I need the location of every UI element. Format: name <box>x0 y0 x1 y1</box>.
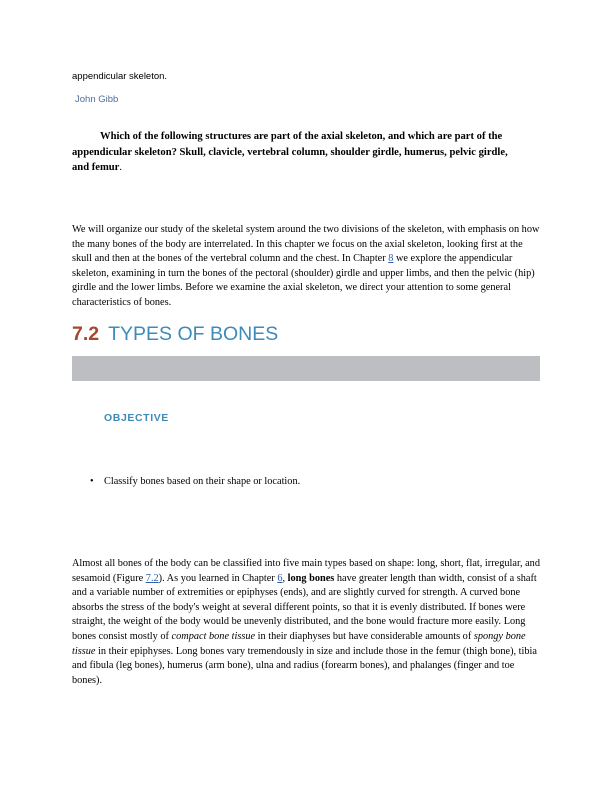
objective-item-text: Classify bones based on their shape or location. <box>104 476 301 487</box>
term-compact-bone-tissue: compact bone tissue <box>171 630 256 642</box>
figure-7-2-link[interactable]: 7.2 <box>145 572 159 584</box>
section-title: TYPES OF BONES <box>108 323 279 345</box>
body-text-6: in their epiphyses. Long bones vary tremendously in size and include those in the femur (thigh bone), tibia and fibula (leg bones), humerus (arm bone), ulna and radius (forearm bones), and phalanges (finger and toe bones). <box>72 645 537 686</box>
section-heading <box>72 322 278 346</box>
intro-paragraph <box>72 223 540 311</box>
objective-list <box>90 476 300 487</box>
intro-text-1: We will organize our study of the skeletal system around the two divisions of the skeleton, with emphasis on how the many bones of the body are interrelated. In this chapter we focus on the axial skeleton, looking first at the skull and then at the bones of the vertebral column and the chest. In Chapter <box>72 224 540 265</box>
term-long-bones: long bones <box>287 572 335 584</box>
body-text-5: in their diaphyses but have considerable amounts of <box>255 630 474 642</box>
body-text-4: have greater length than width, consist of a shaft and a variable number of extremities or epiphyses (ends), and are slightly curved for strength. A curved bone absorbs the stress of the body's weight at several different points, so that it is evenly distributed. If bones were straight, the weight of the body would be unevenly distributed, and the bone would fracture more easily. Long bones consist mostly of <box>72 572 537 642</box>
list-item <box>90 476 300 487</box>
term-spongy-bone-tissue: spongy bone tissue <box>72 630 526 657</box>
body-text-1: Almost all bones of the body can be classified into five main types based on shape: long, short, flat, irregular, and sesamoid (Figure <box>72 558 540 584</box>
intro-text-2: we explore the appendicular skeleton, examining in turn the bones of the pectoral (shoulder) girdle and upper limbs, and then the pelvic (hip) girdle and the lower limbs. Before we examine the axial skeleton, we direct your attention to some general characteristics of bones. <box>72 253 535 308</box>
chapter-8-link[interactable]: 8 <box>388 253 394 265</box>
body-text-2: ). As you learned in Chapter <box>158 572 278 584</box>
objective-label: OBJECTIVE <box>104 412 169 424</box>
question-text: Which of the following structures are part of the axial skeleton, and which are part of the appendicular skeleton? Skull, clavicle, vertebral column, shoulder girdle, humerus, pelvic girdle, and femur <box>72 131 508 173</box>
previous-page-fragment: appendicular skeleton. <box>72 71 168 82</box>
chapter-6-link[interactable]: 6 <box>277 572 283 584</box>
body-paragraph <box>72 557 540 688</box>
image-credit: John Gibb <box>75 94 119 105</box>
section-number: 7.2 <box>72 323 100 345</box>
checkpoint-question <box>72 129 512 176</box>
question-period: . <box>119 162 123 173</box>
objective-header-bar <box>72 356 540 381</box>
body-text-3: , <box>282 572 288 584</box>
bullet-icon: • <box>90 476 94 487</box>
